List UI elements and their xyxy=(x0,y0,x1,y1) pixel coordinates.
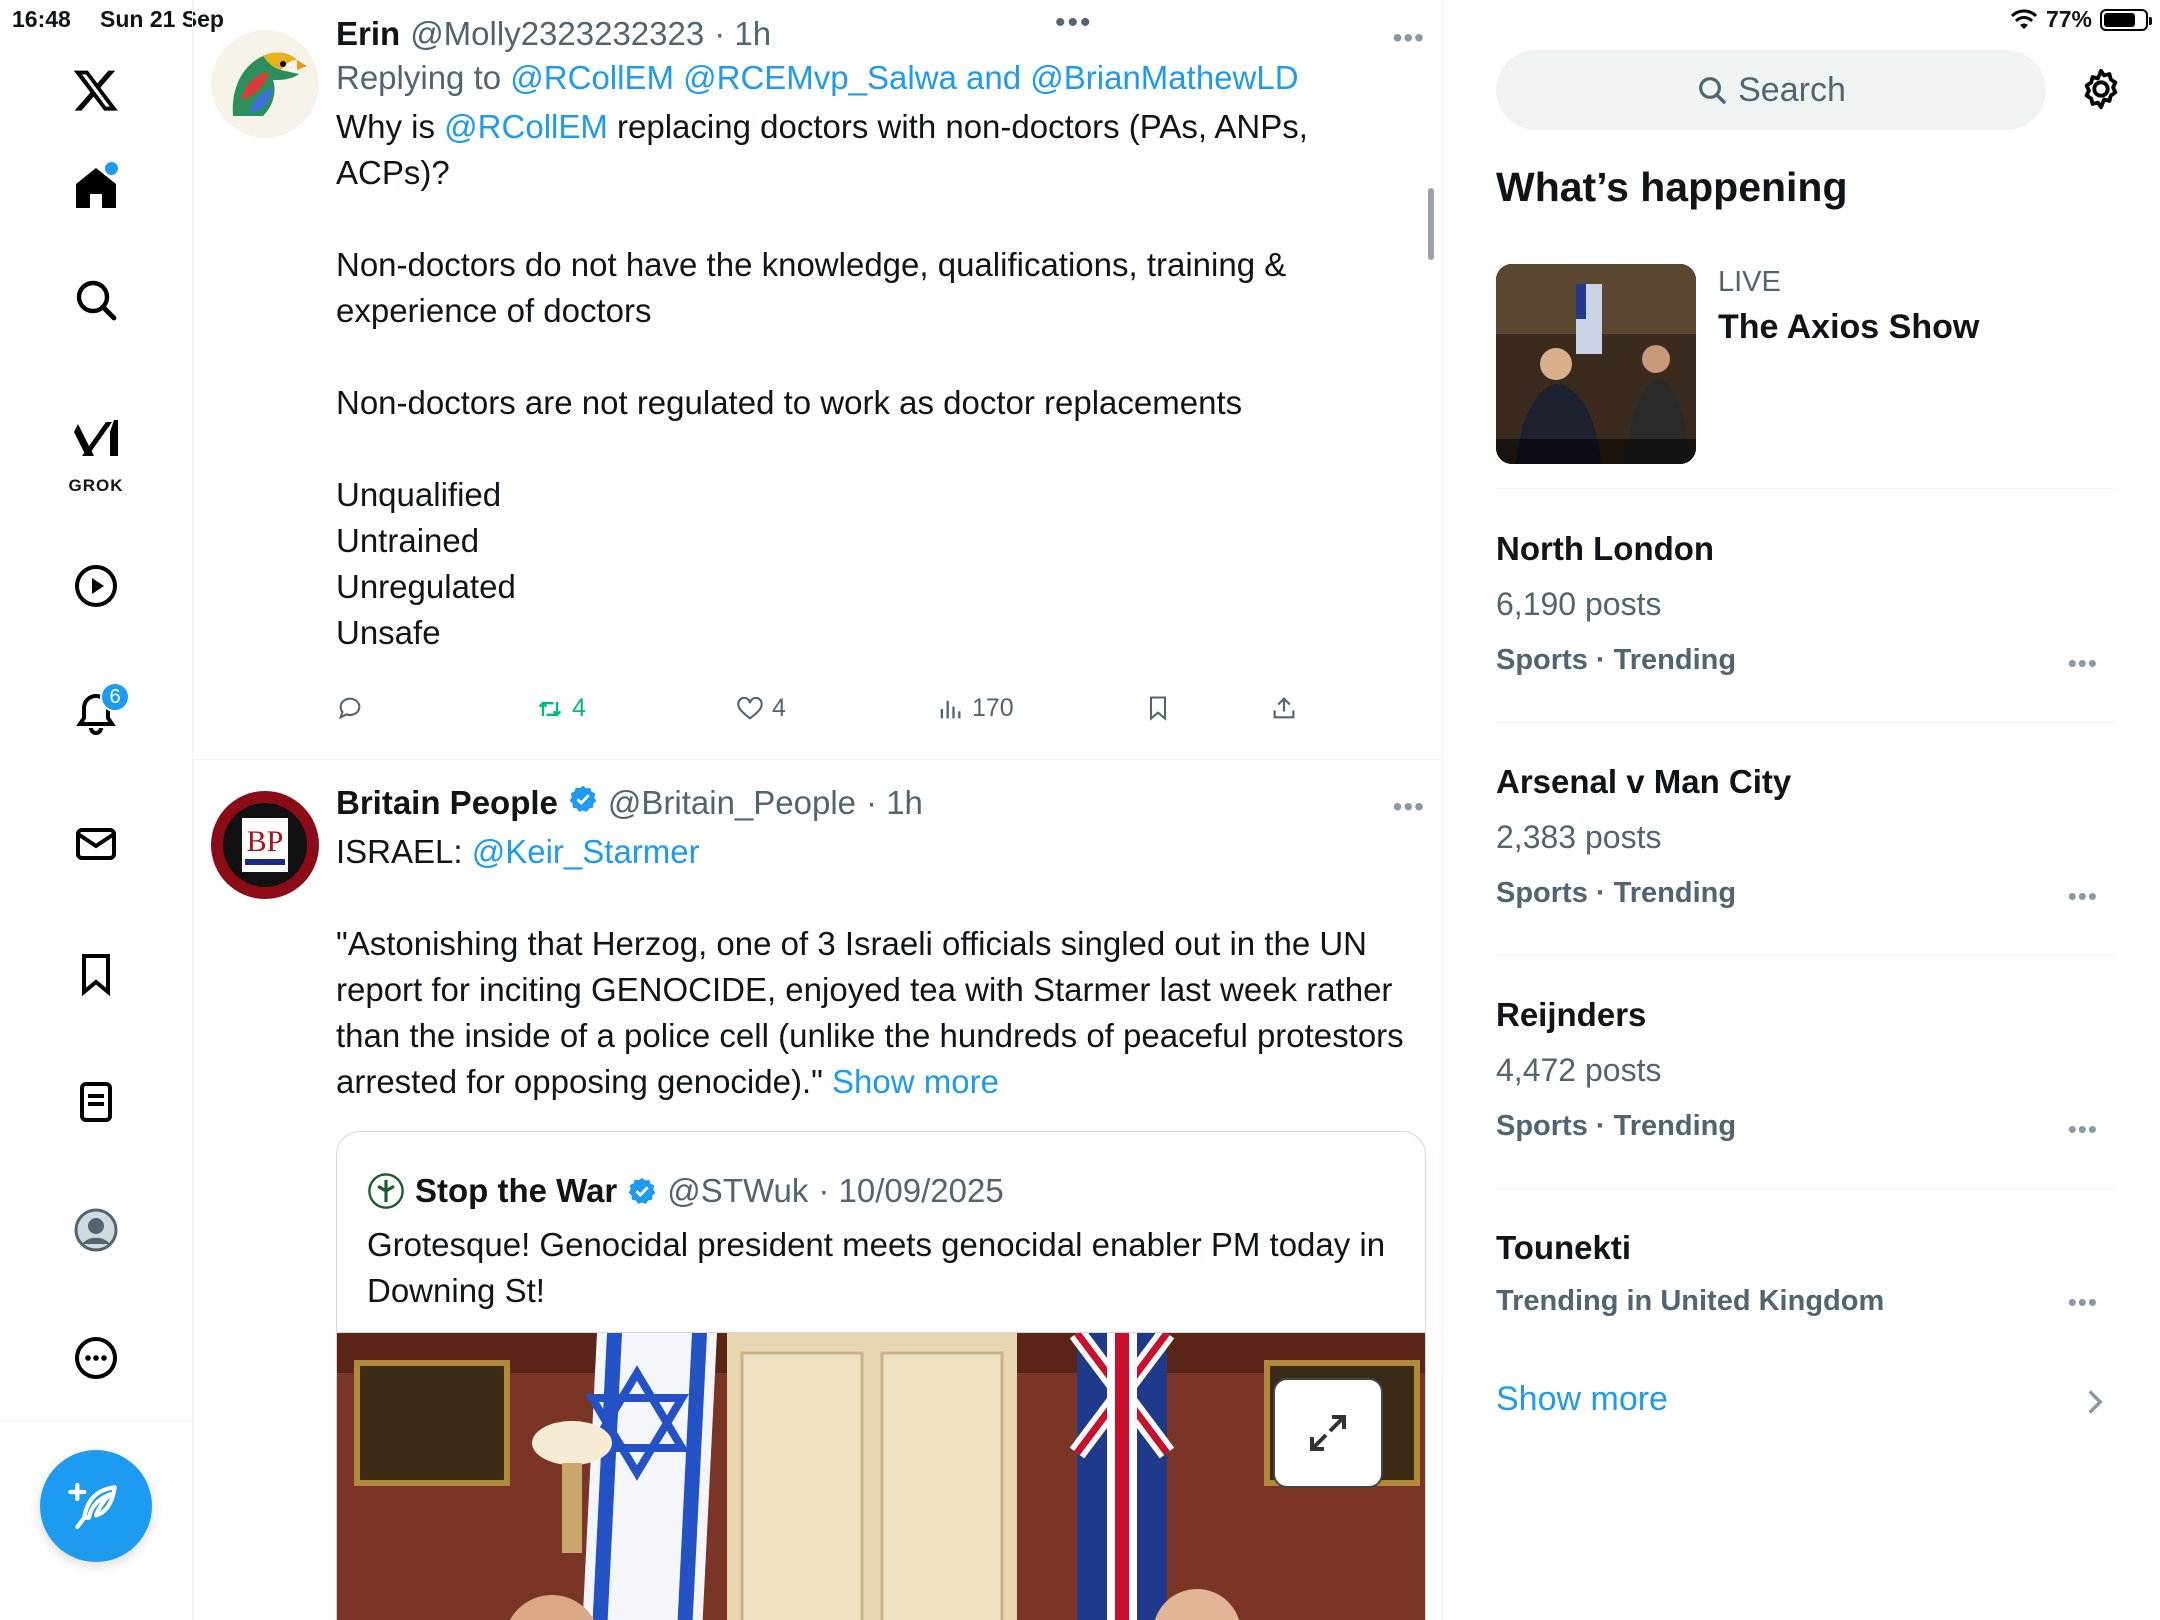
retweet-button[interactable] xyxy=(536,694,586,723)
bookmarks-icon[interactable] xyxy=(56,934,136,1014)
retweet-icon xyxy=(536,695,564,723)
text-prefix: Why is xyxy=(336,108,445,145)
avatar-britain-people[interactable] xyxy=(211,791,319,899)
views-button[interactable] xyxy=(936,694,1014,723)
trend-more-button[interactable]: ••• xyxy=(2067,1287,2098,1317)
axios-show-thumbnail-image xyxy=(1496,264,1696,464)
profile-avatar-icon[interactable] xyxy=(56,1190,136,1270)
text-suffix: replacing doctors with non-doctors (PAs, ANPs, ACPs)? xyxy=(336,108,1308,191)
settings-gear-icon[interactable] xyxy=(2078,66,2124,112)
avatar-bp-text: BP xyxy=(246,825,284,858)
mention-link[interactable]: @RCollEM xyxy=(444,108,608,145)
grok-label: GROK xyxy=(68,476,124,495)
quote-photo[interactable] xyxy=(337,1332,1426,1620)
retweet-count: 4 xyxy=(572,694,586,722)
feed-top-dots[interactable]: ••• xyxy=(1055,6,1093,39)
tweet-actions xyxy=(336,694,1336,734)
verified-badge-icon xyxy=(627,1176,657,1206)
tweet-britain-people-body xyxy=(336,783,1425,1105)
replying-mentions[interactable]: @RCollEM @RCEMvp_Salwa and @BrianMathewLD xyxy=(510,59,1299,96)
share-icon xyxy=(1270,694,1298,722)
compose-post-button[interactable] xyxy=(40,1450,152,1562)
heart-icon xyxy=(736,695,764,723)
like-button[interactable] xyxy=(736,694,786,723)
author-handle[interactable]: @Britain_People xyxy=(607,784,857,821)
avatar-erin[interactable] xyxy=(211,30,319,138)
messages-icon[interactable] xyxy=(56,804,136,884)
lists-icon[interactable] xyxy=(56,1062,136,1142)
whats-happening-title: What’s happening xyxy=(1496,164,1848,210)
tweet-line1 xyxy=(336,829,1425,875)
mention-link[interactable]: @Keir_Starmer xyxy=(471,833,700,870)
more-options-icon[interactable] xyxy=(56,1318,136,1398)
chevron-right-icon[interactable] xyxy=(2084,1388,2106,1416)
quote-date: · 10/09/2025 xyxy=(818,1172,1004,1209)
reply-button[interactable] xyxy=(336,694,364,722)
stop-the-war-logo-icon xyxy=(367,1172,405,1210)
trend-item[interactable] xyxy=(1496,490,2116,723)
trend-category: Sports · Trending xyxy=(1496,877,1737,909)
tweet-britain-people[interactable] xyxy=(193,761,1443,1620)
video-icon[interactable] xyxy=(56,546,136,626)
home-icon[interactable] xyxy=(56,148,136,228)
quote-header xyxy=(367,1172,1004,1210)
show-more-trends-link[interactable]: Show more xyxy=(1496,1380,1668,1418)
search-icon xyxy=(1696,74,1728,106)
tweet-erin[interactable] xyxy=(193,0,1443,760)
trend-item[interactable] xyxy=(1496,723,2116,956)
post-time[interactable]: · 1h xyxy=(714,15,772,52)
tweet-more-button[interactable]: ••• xyxy=(1392,791,1425,822)
battery-percent: 77% xyxy=(2045,6,2092,32)
post-time[interactable]: · 1h xyxy=(866,784,923,821)
replying-prefix: Replying to xyxy=(336,59,502,96)
home-unread-dot xyxy=(105,162,118,175)
show-more-link[interactable]: Show more xyxy=(832,1063,999,1100)
bookmark-button[interactable] xyxy=(1144,694,1172,722)
views-count: 170 xyxy=(972,694,1014,722)
trend-title: Arsenal v Man City xyxy=(1496,763,1792,800)
trend-more-button[interactable]: ••• xyxy=(2067,648,2098,678)
search-icon[interactable] xyxy=(56,260,136,340)
tweet-text-para2: Non-doctors do not have the knowledge, qualifications, training & experience of doctors xyxy=(336,246,1287,329)
line1-prefix: ISRAEL: xyxy=(336,833,472,870)
bookmark-icon xyxy=(1144,694,1172,722)
notifications-badge: 6 xyxy=(100,682,130,712)
tweet-text-line1 xyxy=(336,104,1425,196)
compose-feather-icon xyxy=(68,1478,124,1534)
live-title[interactable]: The Axios Show xyxy=(1718,308,1980,346)
notifications-icon[interactable] xyxy=(56,674,136,754)
expand-media-button[interactable] xyxy=(1273,1378,1383,1488)
author-name[interactable]: Erin xyxy=(336,15,401,52)
replying-to xyxy=(336,54,1425,102)
reply-icon xyxy=(336,694,364,722)
author-name[interactable]: Britain People xyxy=(336,784,558,821)
rail-divider xyxy=(0,1420,193,1421)
left-nav xyxy=(0,0,193,1620)
tweet-britain-people-header xyxy=(336,783,1425,823)
quote-author-name[interactable]: Stop the War xyxy=(415,1172,618,1209)
tweet-erin-header xyxy=(336,14,1425,54)
search-bar[interactable] xyxy=(1496,50,2046,130)
views-icon xyxy=(936,695,964,723)
trend-title: North London xyxy=(1496,530,1715,567)
live-label: LIVE xyxy=(1718,266,1781,298)
trend-post-count: 4,472 posts xyxy=(1496,1052,1662,1088)
quote-author-handle[interactable]: @STWuk xyxy=(667,1172,809,1209)
live-event-card[interactable] xyxy=(1496,264,2116,489)
trend-category: Sports · Trending xyxy=(1496,644,1737,676)
quote-text: Grotesque! Genocidal president meets genocidal enabler PM today in Downing St! xyxy=(367,1226,1386,1309)
tweet-body-text xyxy=(336,921,1425,1105)
status-time: 16:48 xyxy=(12,6,71,32)
share-button[interactable] xyxy=(1270,694,1298,722)
tweet-text-para4: Unqualified Untrained Unregulated Unsafe xyxy=(336,476,516,651)
trend-more-button[interactable]: ••• xyxy=(2067,1114,2098,1144)
trend-item[interactable] xyxy=(1496,956,2116,1189)
trend-post-count: 6,190 posts xyxy=(1496,586,1662,622)
live-thumbnail[interactable] xyxy=(1496,264,1696,464)
photo-downing-street-meeting xyxy=(337,1333,1426,1620)
expand-icon xyxy=(1304,1409,1352,1457)
trend-item[interactable] xyxy=(1496,1189,2116,1339)
quote-tweet[interactable] xyxy=(336,1131,1426,1620)
trend-category: Trending in United Kingdom xyxy=(1496,1285,1885,1317)
tweet-erin-body xyxy=(336,14,1425,656)
trend-title: Reijnders xyxy=(1496,996,1647,1033)
tweet-text-para3: Non-doctors are not regulated to work as doctor replacements xyxy=(336,384,1243,421)
verified-badge-icon xyxy=(568,784,598,814)
author-handle[interactable]: @Molly2323232323 xyxy=(410,15,705,52)
status-date: Sun 21 Sep xyxy=(100,6,224,32)
x-logo-icon[interactable] xyxy=(56,50,136,130)
trend-category: Sports · Trending xyxy=(1496,1110,1737,1142)
trend-title: Tounekti xyxy=(1496,1229,1632,1266)
like-count: 4 xyxy=(772,694,786,722)
timeline[interactable] xyxy=(193,0,1443,1620)
trend-more-button[interactable]: ••• xyxy=(2067,881,2098,911)
right-sidebar xyxy=(1444,0,2160,1620)
grok-icon[interactable] xyxy=(56,410,136,470)
trend-post-count: 2,383 posts xyxy=(1496,819,1662,855)
body-text: "Astonishing that Herzog, one of 3 Israeli officials singled out in the UN report for inciting GENOCIDE, enjoyed tea with Starmer last week rather than the inside of a police cell (unlike the hundreds of peaceful protestors arrested for opposing genocide)." xyxy=(336,925,1404,1100)
tweet-more-button[interactable]: ••• xyxy=(1392,22,1425,53)
search-placeholder: Search xyxy=(1738,70,1846,109)
